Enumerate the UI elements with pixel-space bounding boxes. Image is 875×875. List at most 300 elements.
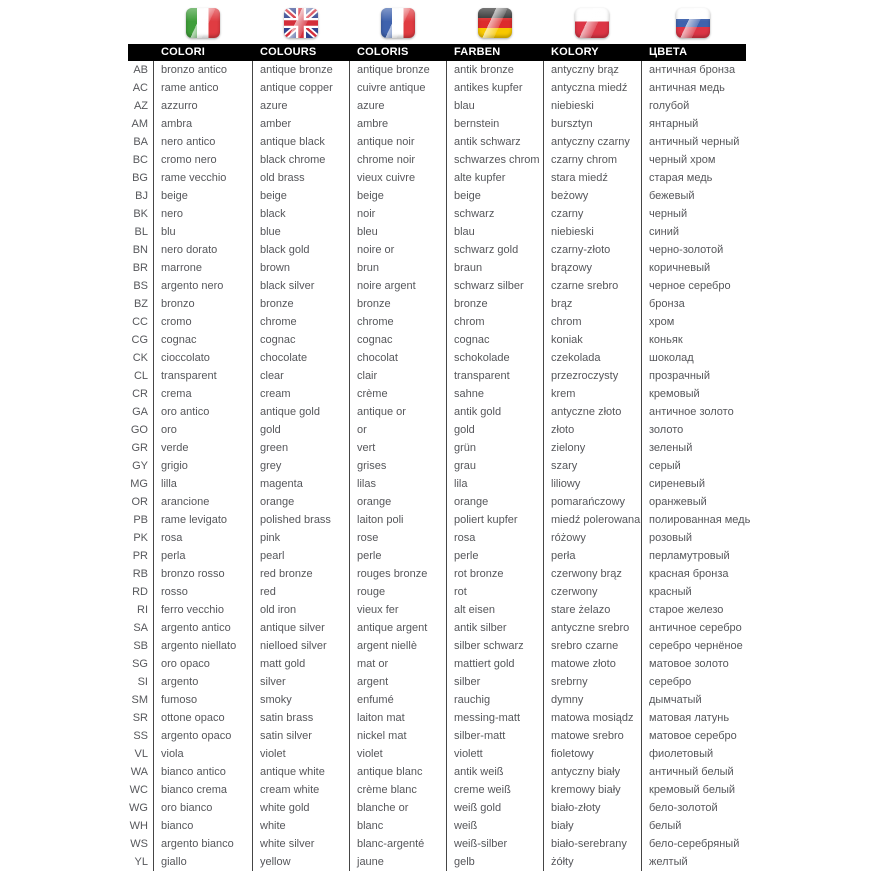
cell-it: bianco crema <box>153 781 252 799</box>
cell-code: BC <box>132 154 148 166</box>
cell-pl: czarny <box>543 205 641 223</box>
cell-code: WH <box>129 820 148 832</box>
cell-code: PR <box>132 550 148 562</box>
table-row <box>128 223 746 241</box>
cell-pl: bursztyn <box>543 115 641 133</box>
table-row <box>128 331 746 349</box>
cell-code: AC <box>132 82 148 94</box>
cell-code: BR <box>132 262 148 274</box>
cell-it: bianco <box>153 817 252 835</box>
cell-it: fumoso <box>153 691 252 709</box>
cell-en: black <box>252 205 349 223</box>
cell-de: schwarz silber <box>446 277 543 295</box>
cell-fr: laiton poli <box>349 511 446 529</box>
cell-en: old brass <box>252 169 349 187</box>
cell-it: rame antico <box>153 79 252 97</box>
cell-de: antik bronze <box>446 61 543 79</box>
russia-flag-icon <box>676 8 710 38</box>
cell-pl: antyczny biały <box>543 763 641 781</box>
cell-fr: rouge <box>349 583 446 601</box>
cell-de: gold <box>446 421 543 439</box>
cell-en: black gold <box>252 241 349 259</box>
cell-code: SI <box>137 676 148 688</box>
cell-en: antique bronze <box>252 61 349 79</box>
cell-code: SG <box>132 658 148 670</box>
cell-ru: античная бронза <box>641 61 745 79</box>
cell-pl: beżowy <box>543 187 641 205</box>
cell-it: cioccolato <box>153 349 252 367</box>
cell-pl: stara miedź <box>543 169 641 187</box>
cell-en: white silver <box>252 835 349 853</box>
cell-code: VL <box>134 748 148 760</box>
cell-en: cream <box>252 385 349 403</box>
cell-fr: chrome <box>349 313 446 331</box>
cell-ru: белый <box>641 817 745 835</box>
table-row <box>128 691 746 709</box>
cell-code: SA <box>133 622 148 634</box>
cell-it: oro <box>153 421 252 439</box>
cell-ru: желтый <box>641 853 745 871</box>
cell-it: oro bianco <box>153 799 252 817</box>
cell-fr: lilas <box>349 475 446 493</box>
table-row <box>128 799 746 817</box>
cell-de: rot <box>446 583 543 601</box>
cell-ru: матовое серебро <box>641 727 745 745</box>
table-row <box>128 439 746 457</box>
cell-de: orange <box>446 493 543 511</box>
cell-pl: szary <box>543 457 641 475</box>
italy-flag-icon <box>186 8 220 38</box>
table-row <box>128 835 746 853</box>
cell-ru: античный белый <box>641 763 745 781</box>
cell-en: smoky <box>252 691 349 709</box>
cell-code: PB <box>133 514 148 526</box>
cell-en: brown <box>252 259 349 277</box>
cell-it: cognac <box>153 331 252 349</box>
cell-fr: or <box>349 421 446 439</box>
cell-code: BZ <box>133 298 148 310</box>
cell-fr: grises <box>349 457 446 475</box>
cell-de: schokolade <box>446 349 543 367</box>
cell-it: rame vecchio <box>153 169 252 187</box>
cell-ru: розовый <box>641 529 745 547</box>
cell-fr: nickel mat <box>349 727 446 745</box>
cell-en: yellow <box>252 853 349 871</box>
cell-it: rame levigato <box>153 511 252 529</box>
cell-de: schwarzes chrom <box>446 151 543 169</box>
cell-ru: фиолетовый <box>641 745 745 763</box>
cell-code: GR <box>131 442 148 454</box>
cell-fr: argent niellè <box>349 637 446 655</box>
cell-it: arancione <box>153 493 252 511</box>
table-row <box>128 367 746 385</box>
cell-de: grau <box>446 457 543 475</box>
table-row <box>128 385 746 403</box>
cell-de: cognac <box>446 331 543 349</box>
table-row <box>128 745 746 763</box>
cell-en: bronze <box>252 295 349 313</box>
cell-fr: brun <box>349 259 446 277</box>
france-flag-icon <box>381 8 415 38</box>
cell-pl: biało-serebrany <box>543 835 641 853</box>
cell-de: rosa <box>446 529 543 547</box>
cell-fr: orange <box>349 493 446 511</box>
cell-it: lilla <box>153 475 252 493</box>
cell-pl: matowa mosiądz <box>543 709 641 727</box>
cell-pl: pomarańczowy <box>543 493 641 511</box>
cell-code: SS <box>133 730 148 742</box>
cell-code: MG <box>130 478 148 490</box>
cell-fr: cognac <box>349 331 446 349</box>
cell-code: WG <box>129 802 148 814</box>
cell-ru: кремовый <box>641 385 745 403</box>
cell-pl: srebrny <box>543 673 641 691</box>
cell-code: WS <box>130 838 148 850</box>
cell-it: azzurro <box>153 97 252 115</box>
cell-fr: blanche or <box>349 799 446 817</box>
cell-de: braun <box>446 259 543 277</box>
cell-ru: голубой <box>641 97 745 115</box>
cell-pl: różowy <box>543 529 641 547</box>
cell-fr: antique argent <box>349 619 446 637</box>
cell-it: argento antico <box>153 619 252 637</box>
table-row <box>128 277 746 295</box>
germany-flag-icon <box>478 8 512 38</box>
cell-ru: бежевый <box>641 187 745 205</box>
cell-en: beige <box>252 187 349 205</box>
cell-de: antik weiß <box>446 763 543 781</box>
cell-en: gold <box>252 421 349 439</box>
cell-code: BK <box>133 208 148 220</box>
cell-pl: dymny <box>543 691 641 709</box>
cell-en: satin brass <box>252 709 349 727</box>
cell-en: satin silver <box>252 727 349 745</box>
cell-it: oro opaco <box>153 655 252 673</box>
table-row <box>128 97 746 115</box>
cell-de: antikes kupfer <box>446 79 543 97</box>
cell-en: antique silver <box>252 619 349 637</box>
table-row <box>128 187 746 205</box>
uk-flag-icon <box>284 8 318 38</box>
cell-en: blue <box>252 223 349 241</box>
cell-fr: azure <box>349 97 446 115</box>
cell-de: transparent <box>446 367 543 385</box>
cell-ru: коричневый <box>641 259 745 277</box>
cell-fr: antique or <box>349 403 446 421</box>
header-cell-polish: KOLORY <box>551 46 599 58</box>
cell-ru: кремовый белый <box>641 781 745 799</box>
cell-it: argento nero <box>153 277 252 295</box>
cell-ru: бело-серебряный <box>641 835 745 853</box>
cell-code: BG <box>132 172 148 184</box>
cell-fr: perle <box>349 547 446 565</box>
cell-ru: красный <box>641 583 745 601</box>
cell-pl: czerwony brąz <box>543 565 641 583</box>
cell-code: SR <box>132 712 148 724</box>
cell-it: oro antico <box>153 403 252 421</box>
table-row <box>128 763 746 781</box>
cell-code: YL <box>134 856 148 868</box>
cell-en: amber <box>252 115 349 133</box>
cell-ru: бронза <box>641 295 745 313</box>
cell-ru: красная бронза <box>641 565 745 583</box>
table-row <box>128 403 746 421</box>
cell-de: beige <box>446 187 543 205</box>
cell-code: BJ <box>135 190 148 202</box>
table-row <box>128 349 746 367</box>
color-table <box>128 8 751 871</box>
cell-de: silber-matt <box>446 727 543 745</box>
cell-de: weiß <box>446 817 543 835</box>
cell-pl: antyczny czarny <box>543 133 641 151</box>
cell-code: RD <box>132 586 148 598</box>
cell-it: argento bianco <box>153 835 252 853</box>
cell-de: gelb <box>446 853 543 871</box>
cell-pl: biały <box>543 817 641 835</box>
cell-de: messing-matt <box>446 709 543 727</box>
cell-it: cromo <box>153 313 252 331</box>
cell-pl: antyczne złoto <box>543 403 641 421</box>
cell-de: creme weiß <box>446 781 543 799</box>
table-row <box>128 853 746 871</box>
cell-ru: хром <box>641 313 745 331</box>
cell-ru: оранжевый <box>641 493 745 511</box>
cell-code: GY <box>132 460 148 472</box>
cell-fr: noire or <box>349 241 446 259</box>
table-row <box>128 619 746 637</box>
cell-en: old iron <box>252 601 349 619</box>
cell-ru: черный <box>641 205 745 223</box>
cell-it: bronzo <box>153 295 252 313</box>
cell-it: rosa <box>153 529 252 547</box>
cell-code: AM <box>131 118 148 130</box>
cell-code: GO <box>130 424 148 436</box>
cell-it: marrone <box>153 259 252 277</box>
cell-code: AZ <box>133 100 148 112</box>
cell-de: chrom <box>446 313 543 331</box>
cell-de: alte kupfer <box>446 169 543 187</box>
cell-fr: clair <box>349 367 446 385</box>
cell-de: antik gold <box>446 403 543 421</box>
cell-en: pink <box>252 529 349 547</box>
cell-pl: brązowy <box>543 259 641 277</box>
table-row <box>128 475 746 493</box>
table-row <box>128 511 751 529</box>
cell-de: weiß gold <box>446 799 543 817</box>
table-row <box>128 133 746 151</box>
table-row <box>128 709 746 727</box>
cell-en: cognac <box>252 331 349 349</box>
cell-en: clear <box>252 367 349 385</box>
cell-code: CR <box>132 388 148 400</box>
cell-en: matt gold <box>252 655 349 673</box>
cell-de: silber schwarz <box>446 637 543 655</box>
cell-de: grün <box>446 439 543 457</box>
cell-de: sahne <box>446 385 543 403</box>
cell-pl: fioletowy <box>543 745 641 763</box>
cell-de: bronze <box>446 295 543 313</box>
cell-de: antik silber <box>446 619 543 637</box>
cell-it: bronzo antico <box>153 61 252 79</box>
cell-de: mattiert gold <box>446 655 543 673</box>
cell-ru: янтарный <box>641 115 745 133</box>
cell-ru: прозрачный <box>641 367 745 385</box>
table-row <box>128 205 746 223</box>
cell-ru: античный черный <box>641 133 745 151</box>
header-cell-russian: ЦВЕТА <box>649 46 688 58</box>
cell-ru: полированная медь <box>641 511 745 529</box>
table-row <box>128 583 746 601</box>
header-cell-italian: COLORI <box>161 46 205 58</box>
table-row <box>128 817 746 835</box>
cell-it: beige <box>153 187 252 205</box>
cell-code: SB <box>133 640 148 652</box>
table-row <box>128 727 746 745</box>
cell-en: azure <box>252 97 349 115</box>
cell-fr: vert <box>349 439 446 457</box>
cell-ru: старое железо <box>641 601 745 619</box>
header-cell-code <box>128 44 153 61</box>
cell-it: blu <box>153 223 252 241</box>
cell-ru: серебро чернёное <box>641 637 745 655</box>
cell-ru: черное серебро <box>641 277 745 295</box>
cell-it: cromo nero <box>153 151 252 169</box>
cell-it: transparent <box>153 367 252 385</box>
cell-ru: дымчатый <box>641 691 745 709</box>
cell-en: grey <box>252 457 349 475</box>
table-row <box>128 655 746 673</box>
table-row <box>128 457 746 475</box>
table-row <box>128 79 746 97</box>
cell-pl: perła <box>543 547 641 565</box>
table-row <box>128 61 746 79</box>
cell-ru: синий <box>641 223 745 241</box>
cell-fr: blanc <box>349 817 446 835</box>
cell-de: weiß-silber <box>446 835 543 853</box>
table-header <box>128 44 746 61</box>
cell-en: red <box>252 583 349 601</box>
cell-pl: czekolada <box>543 349 641 367</box>
cell-it: nero <box>153 205 252 223</box>
table-row <box>128 169 746 187</box>
cell-it: ottone opaco <box>153 709 252 727</box>
cell-pl: kremowy biały <box>543 781 641 799</box>
cell-it: verde <box>153 439 252 457</box>
cell-pl: czarny-złoto <box>543 241 641 259</box>
cell-en: antique white <box>252 763 349 781</box>
cell-fr: chrome noir <box>349 151 446 169</box>
cell-pl: przezroczysty <box>543 367 641 385</box>
cell-en: nielloed silver <box>252 637 349 655</box>
cell-ru: сиреневый <box>641 475 745 493</box>
cell-code: OR <box>131 496 148 508</box>
cell-pl: zielony <box>543 439 641 457</box>
cell-pl: chrom <box>543 313 641 331</box>
cell-fr: rouges bronze <box>349 565 446 583</box>
cell-it: viola <box>153 745 252 763</box>
cell-fr: argent <box>349 673 446 691</box>
cell-code: WC <box>129 784 148 796</box>
table-row <box>128 115 746 133</box>
cell-en: green <box>252 439 349 457</box>
cell-fr: blanc-argenté <box>349 835 446 853</box>
table-row <box>128 151 746 169</box>
cell-ru: зеленый <box>641 439 745 457</box>
cell-it: ambra <box>153 115 252 133</box>
cell-code: PK <box>133 532 148 544</box>
cell-fr: crème <box>349 385 446 403</box>
cell-ru: черный хром <box>641 151 745 169</box>
cell-pl: matowe złoto <box>543 655 641 673</box>
header-cell-french: COLORIS <box>357 46 409 58</box>
cell-en: antique copper <box>252 79 349 97</box>
cell-en: black silver <box>252 277 349 295</box>
table-row <box>128 781 746 799</box>
cell-fr: vieux fer <box>349 601 446 619</box>
cell-de: antik schwarz <box>446 133 543 151</box>
table-row <box>128 601 746 619</box>
cell-pl: złoto <box>543 421 641 439</box>
cell-fr: laiton mat <box>349 709 446 727</box>
cell-pl: czerwony <box>543 583 641 601</box>
cell-en: pearl <box>252 547 349 565</box>
cell-it: ferro vecchio <box>153 601 252 619</box>
cell-de: perle <box>446 547 543 565</box>
table-row <box>128 421 746 439</box>
cell-pl: matowe srebro <box>543 727 641 745</box>
cell-code: RB <box>132 568 148 580</box>
cell-code: SM <box>131 694 148 706</box>
cell-pl: czarne srebro <box>543 277 641 295</box>
cell-it: argento niellato <box>153 637 252 655</box>
cell-en: white gold <box>252 799 349 817</box>
cell-de: schwarz <box>446 205 543 223</box>
cell-fr: jaune <box>349 853 446 871</box>
cell-pl: srebro czarne <box>543 637 641 655</box>
poland-flag-icon <box>575 8 609 38</box>
table-body <box>128 61 751 871</box>
cell-ru: старая медь <box>641 169 745 187</box>
cell-de: schwarz gold <box>446 241 543 259</box>
cell-en: magenta <box>252 475 349 493</box>
flags-row <box>128 8 746 38</box>
cell-it: bianco antico <box>153 763 252 781</box>
table-row <box>128 637 746 655</box>
cell-pl: antyczny brąz <box>543 61 641 79</box>
table-row <box>128 565 746 583</box>
cell-code: CC <box>132 316 148 328</box>
cell-it: argento <box>153 673 252 691</box>
cell-fr: bronze <box>349 295 446 313</box>
cell-ru: матовое золото <box>641 655 745 673</box>
cell-ru: античное серебро <box>641 619 745 637</box>
cell-pl: liliowy <box>543 475 641 493</box>
cell-ru: матовая латунь <box>641 709 745 727</box>
table-row <box>128 547 746 565</box>
cell-code: BA <box>133 136 148 148</box>
cell-en: antique gold <box>252 403 349 421</box>
cell-pl: biało-złoty <box>543 799 641 817</box>
cell-fr: chocolat <box>349 349 446 367</box>
cell-fr: enfumé <box>349 691 446 709</box>
cell-it: argento opaco <box>153 727 252 745</box>
cell-fr: noire argent <box>349 277 446 295</box>
table-row <box>128 259 746 277</box>
cell-fr: cuivre antique <box>349 79 446 97</box>
cell-fr: antique blanc <box>349 763 446 781</box>
cell-code: BL <box>134 226 148 238</box>
cell-fr: mat or <box>349 655 446 673</box>
